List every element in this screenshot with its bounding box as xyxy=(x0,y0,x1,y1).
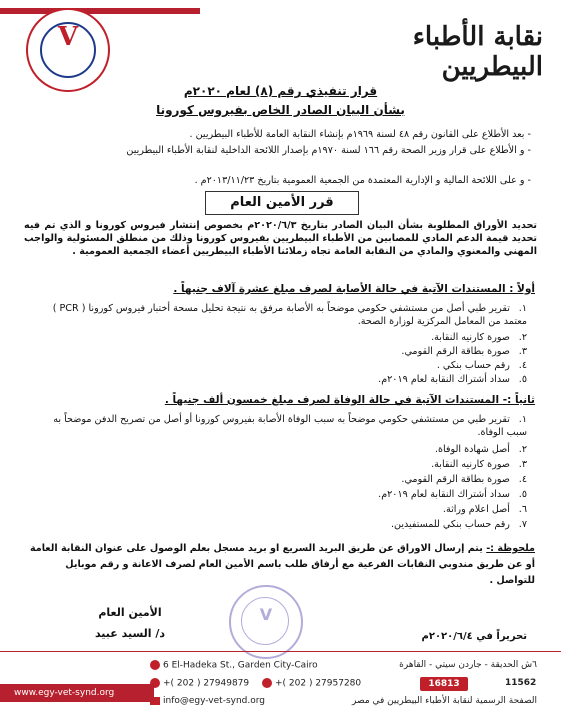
item-text: رقم حساب بنكي . xyxy=(436,360,510,371)
address-en xyxy=(150,660,318,671)
reference-2: - و الأطلاع على قرار وزير الصحة رقم ١٦٦ لسنة ١٩٧٠م بإصدار اللائحة الداخلية لنقابة الأطباء البيطريين xyxy=(126,145,531,156)
list-item xyxy=(30,474,527,487)
list-item xyxy=(30,332,527,345)
fax-icon xyxy=(262,678,272,688)
list-item xyxy=(30,444,527,457)
phone-2-text: +( 202 ) 27957280 xyxy=(275,678,362,689)
list-item xyxy=(30,303,527,328)
item-number: ٥. xyxy=(518,374,527,385)
decision-box: قرر الأمين العام xyxy=(205,191,359,215)
item-text: تقرير طبي من مستشفي حكومي موضحاً به سبب الوفاة الأصابة بفيروس كورونا أو أصل من تصريح الدفن موضحاً به سبب الوفاة. xyxy=(53,414,527,438)
item-text: أصل شهادة الوفاة. xyxy=(434,444,510,455)
item-text: سداد أشتراك النقابة لعام ٢٠١٩م. xyxy=(378,374,510,385)
address-en-text: 6 El-Hadeka St., Garden City-Cairo xyxy=(163,660,318,671)
phone-2 xyxy=(262,678,361,689)
list-item xyxy=(30,459,527,472)
list-item xyxy=(30,414,527,439)
email-text[interactable]: info@egy-vet-synd.org xyxy=(163,696,265,706)
list-item xyxy=(30,346,527,359)
location-pin-icon xyxy=(150,660,160,670)
signature-name: د/ السيد عبيد xyxy=(94,627,166,640)
list-item xyxy=(30,519,527,532)
item-number: ٤. xyxy=(518,360,527,371)
note-text: يتم إرسال الاوراق عن طريق البريد السريع او بريد مسجل بعلم الوصول على عنوان النقابة العامة أو عن طريق مندوبي النقابات الفرعية مع أرفاق طلب باسم الأمين العام لصرف الاعانة و رقم موبايل للتواصل . xyxy=(29,543,535,586)
reference-3: - و على اللائحة المالية و الإدارية المعتمدة من الجمعية العمومية بتاريخ ٢٠١٣/١١/٢٣م . xyxy=(194,175,531,186)
signature-title: الأمين العام xyxy=(98,606,162,619)
item-text: رقم حساب بنكي للمستفيدين. xyxy=(390,519,510,530)
item-number: ٢. xyxy=(518,444,527,455)
email[interactable] xyxy=(150,696,265,706)
item-text: سداد أشتراك النقابة لعام ٢٠١٩م. xyxy=(378,489,510,500)
item-number: ٤. xyxy=(518,474,527,485)
address-ar: ٦ش الحديقة - جاردن سيتي - القاهرة xyxy=(399,660,537,670)
stamp-letter: V xyxy=(259,605,273,624)
item-text: صورة بطاقة الرقم القومي. xyxy=(401,346,510,357)
list-item xyxy=(30,360,527,373)
phone-1 xyxy=(150,678,249,689)
section-1-heading: أولاً : المستندات الآتية في حالة الأصابة لصرف مبلغ عشرة آلاف جنيهاً . xyxy=(173,283,535,295)
item-number: ١. xyxy=(518,303,527,314)
official-stamp xyxy=(229,585,303,659)
item-number: ٣. xyxy=(518,459,527,470)
decision-subject: بشأن البيان الصادر الخاص بفيروس كورونا xyxy=(156,103,405,117)
item-number: ٣. xyxy=(518,346,527,357)
website-link[interactable]: www.egy-vet-synd.org xyxy=(0,684,154,702)
syndicate-name: نقابة الأطباء البيطريين xyxy=(412,22,543,82)
syndicate-logo xyxy=(26,8,110,92)
item-text: صورة بطاقة الرقم القومي. xyxy=(401,474,510,485)
item-text: صورة كارنيه النقابة. xyxy=(431,332,510,343)
issue-date: تحريراً في ٢٠٢٠/٦/٤م xyxy=(421,631,527,642)
item-text: صورة كارنيه النقابة. xyxy=(431,459,510,470)
facebook-page: الصفحة الرسمية لنقابة الأطباء البيطريين في مصر xyxy=(352,696,537,706)
hotline-badge: 16813 xyxy=(420,677,468,691)
item-number: ٥. xyxy=(518,489,527,500)
reference-1: - بعد الأطلاع على القانون رقم ٤٨ لسنة ١٩٦٩م بإنشاء النقابة العامة للأطباء البيطريين . xyxy=(189,129,531,140)
note-block xyxy=(26,541,535,589)
decision-title: قرار تنفيذي رقم (٨) لعام ٢٠٢٠م xyxy=(183,84,378,98)
phone-1-text: +( 202 ) 27949879 xyxy=(163,678,250,689)
logo-letter: V xyxy=(57,22,79,52)
hotline-2: 11562 xyxy=(505,678,537,688)
section-2-heading: ثانياً :- المستندات الآتية في حالة الوفاة لصرف مبلغ خمسون ألف جنيهاً . xyxy=(164,394,535,406)
intro-paragraph: تحديد الأوراق المطلوبة بشأن البيان الصادر بتاريخ ٢٠٢٠/٦/٣م بخصوص إنتشار فيروس كورونا و الذي تم فيه تحديد قيمة الدعم المادي للمصابين من الأطباء البيطريين بفيروس كورونا وذلك من منطلق المسئولية والواجب المهني والمعنوي والمادي من النقابة العامة تجاه زملائنا الأطباء البيطريين أعضاء الجمعية العمومية . xyxy=(24,220,538,257)
item-number: ٧. xyxy=(518,519,527,530)
header-red-band xyxy=(0,8,200,14)
list-item xyxy=(30,374,527,387)
item-number: ٢. xyxy=(518,332,527,343)
list-item xyxy=(30,504,527,517)
list-item xyxy=(30,489,527,502)
item-text: أصل اعلام وراثة. xyxy=(442,504,510,515)
item-number: ١. xyxy=(518,414,527,425)
item-number: ٦. xyxy=(518,504,527,515)
note-label: ملحوظة :- xyxy=(486,543,535,554)
footer-divider xyxy=(0,651,561,652)
item-text: تقرير طبي أصل من مستشفي حكومي موضحاً به الأصابة مرفق به نتيجة تحليل مسحة أختبار فيروس كورونا ( PCR ) معتمد من المعامل المركزية لوزارة الصحة. xyxy=(52,303,527,327)
